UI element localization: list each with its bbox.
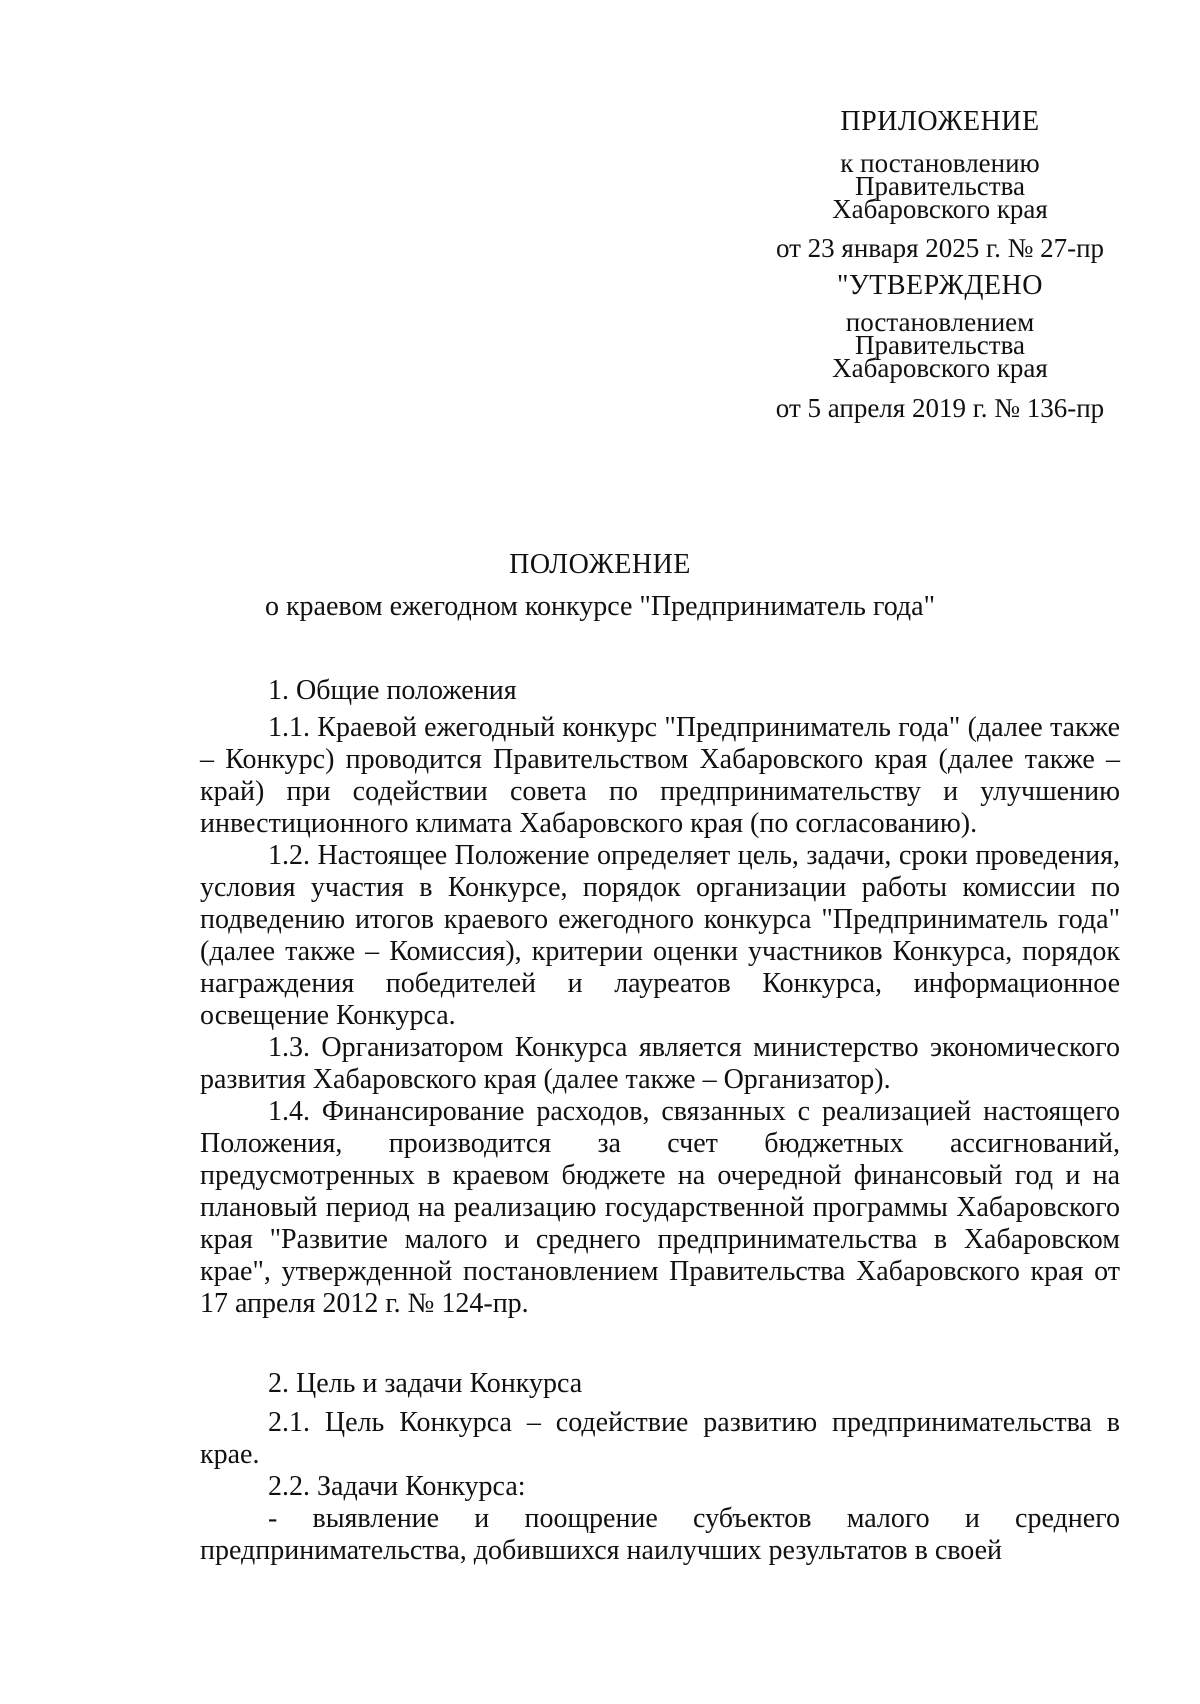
approval-title: "УТВЕРЖДЕНО (837, 270, 1043, 301)
paragraph: 1.2. Настоящее Положение определяет цель, задачи, сроки проведения, условия участия в Конкурсе, порядок организации работы комиссии по подведению итогов краевого ежегодного конкурса "Предприниматель года" (далее также – Комиссия), критерии оценки участников Конкурса, порядок награждения победителей и лауреатов Конкурса, информационное освещение Конкурса. (200, 840, 1120, 1031)
approval-block-title (740, 270, 1140, 301)
approval-ref-line: Правительства (855, 330, 1025, 360)
appendix-ref-line: Правительства (855, 171, 1025, 201)
appendix-reference (740, 148, 1140, 224)
approval-ref-line: Хабаровского края (832, 353, 1048, 383)
document-subheading: о краевом ежегодном конкурсе "Предприниматель года" (264, 591, 936, 622)
paragraph: 2.2. Задачи Конкурса: (268, 1471, 526, 1502)
paragraph: 2.1. Цель Конкурса – содействие развитию предпринимательства в крае. (200, 1407, 1120, 1470)
paragraph: - выявление и поощрение субъектов малого и среднего предпринимательства, добившихся наилучших результатов в своей (200, 1503, 1120, 1566)
section-body (200, 1407, 1120, 1567)
appendix-title: ПРИЛОЖЕНИЕ (840, 106, 1040, 137)
section-heading: 1. Общие положения (268, 675, 517, 706)
appendix-ref-line: Хабаровского края (832, 194, 1048, 224)
appendix-date: от 23 января 2025 г. № 27-пр (775, 233, 1105, 263)
approval-reference (740, 307, 1140, 383)
appendix-ref-line: к постановлению (840, 148, 1040, 178)
approval-date: от 5 апреля 2019 г. № 136-пр (775, 393, 1105, 423)
document-heading: ПОЛОЖЕНИЕ (509, 549, 691, 580)
paragraph: 1.1. Краевой ежегодный конкурс "Предприниматель года" (далее также – Конкурс) проводится Правительством Хабаровского края (далее также – край) при содействии совета по предпринимательству и улучшению инвестиционного климата Хабаровского края (по согласованию). (200, 712, 1120, 839)
paragraph: 1.3. Организатором Конкурса является министерство экономического развития Хабаровского края (далее также – Организатор). (200, 1032, 1120, 1095)
section-body (200, 712, 1120, 1320)
approval-ref-line: постановлением (845, 307, 1035, 337)
section-heading: 2. Цель и задачи Конкурса (268, 1368, 583, 1399)
appendix-block-title (740, 106, 1140, 137)
paragraph: 1.4. Финансирование расходов, связанных с реализацией настоящего Положения, производится за счет бюджетных ассигнований, предусмотренных в краевом бюджете на очередной финансовый год и на плановый период на реализацию государственной программы Хабаровского края "Развитие малого и среднего предпринимательства в Хабаровском крае", утвержденной постановлением Правительства Хабаровского края от 17 апреля 2012 г. № 124-пр. (200, 1096, 1120, 1319)
